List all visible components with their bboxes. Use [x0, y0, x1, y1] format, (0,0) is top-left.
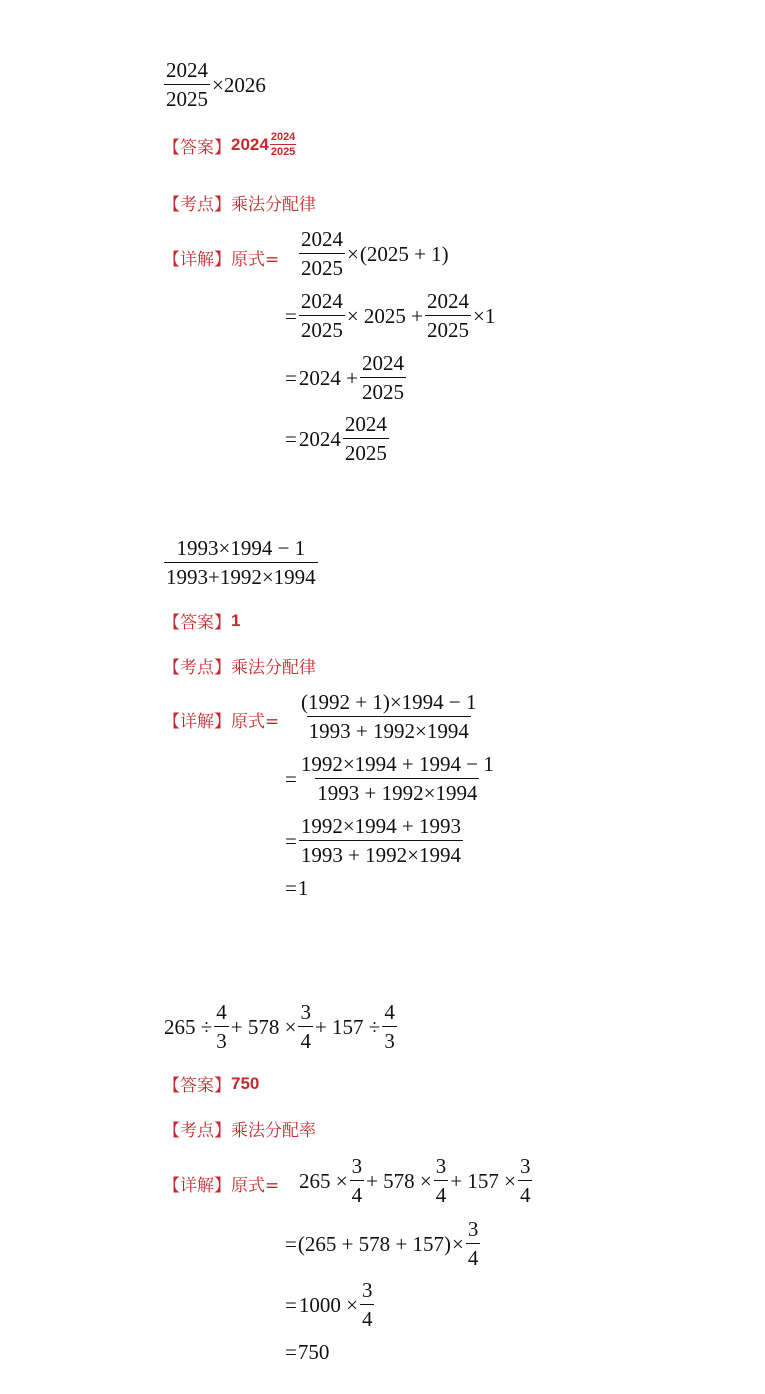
- problem-1-answer: 【答案】 2024 $\frac{2024}{2025}$: [163, 131, 296, 158]
- problem-3-question: 265 ÷ $\frac{4}{3}$ + 578 × $\frac{3}{4}$ + 157 ÷ $\frac{4}{3}$: [164, 1000, 395, 1053]
- problem-3-step-4: = 750: [285, 1340, 330, 1364]
- problem-3-step-1: 265 × $\frac{3}{4}$ + 578 × $\frac{3}{4}$ + 157 × $\frac{3}{4}$: [299, 1154, 531, 1207]
- problem-1-question: $\frac{2024}{2025}$ ×2026: [166, 58, 266, 111]
- problem-2-step-3: = $\frac{1992\times 1994 + 1993}{1993 + 1992\times 1994}$: [285, 814, 462, 867]
- problem-1-detail-label: 【详解】 原式=: [163, 250, 280, 270]
- problem-1-step-2: = $\frac{2024}{2025}$ × 2025 + $\frac{2024}{2025}$ ×1: [285, 289, 496, 342]
- problem-1-step-3: = 2024 + $\frac{2024}{2025}$: [285, 351, 404, 404]
- fraction: $\frac{2024}{2025}$: [166, 58, 208, 111]
- problem-1-step-1: $\frac{2024}{2025}$ × (2025 + 1): [301, 227, 449, 280]
- problem-2-answer: 【答案】 1: [163, 610, 241, 633]
- problem-2-detail-label: 【详解】 原式=: [163, 712, 280, 732]
- problem-3-step-3: = 1000 × $\frac{3}{4}$: [285, 1278, 373, 1331]
- problem-1-point: 【考点】 乘法分配律: [163, 195, 316, 215]
- problem-3-detail-label: 【详解】 原式=: [163, 1176, 280, 1196]
- problem-3-point: 【考点】 乘法分配率: [163, 1121, 316, 1141]
- problem-1-step-4: = 2024 $\frac{2024}{2025}$: [285, 412, 387, 465]
- answer-fraction: $\frac{2024}{2025}$: [270, 131, 296, 158]
- problem-2-step-1: $\frac{(1992 + 1)\times 1994 - 1}{1993 + 1992\times 1994}$: [301, 690, 477, 743]
- problem-2-step-4: = 1: [285, 876, 309, 900]
- problem-2-point: 【考点】 乘法分配律: [163, 658, 316, 678]
- problem-3-answer: 【答案】 750: [163, 1073, 260, 1096]
- problem-2-question: $\frac{1993\times 1994 - 1}{1993+1992\times 1994}$: [166, 536, 316, 589]
- problem-3-step-2: = (265 + 578 + 157) × $\frac{3}{4}$: [285, 1217, 479, 1270]
- problem-2-step-2: = $\frac{1992\times 1994 + 1994 - 1}{1993 + 1992\times 1994}$: [285, 752, 494, 805]
